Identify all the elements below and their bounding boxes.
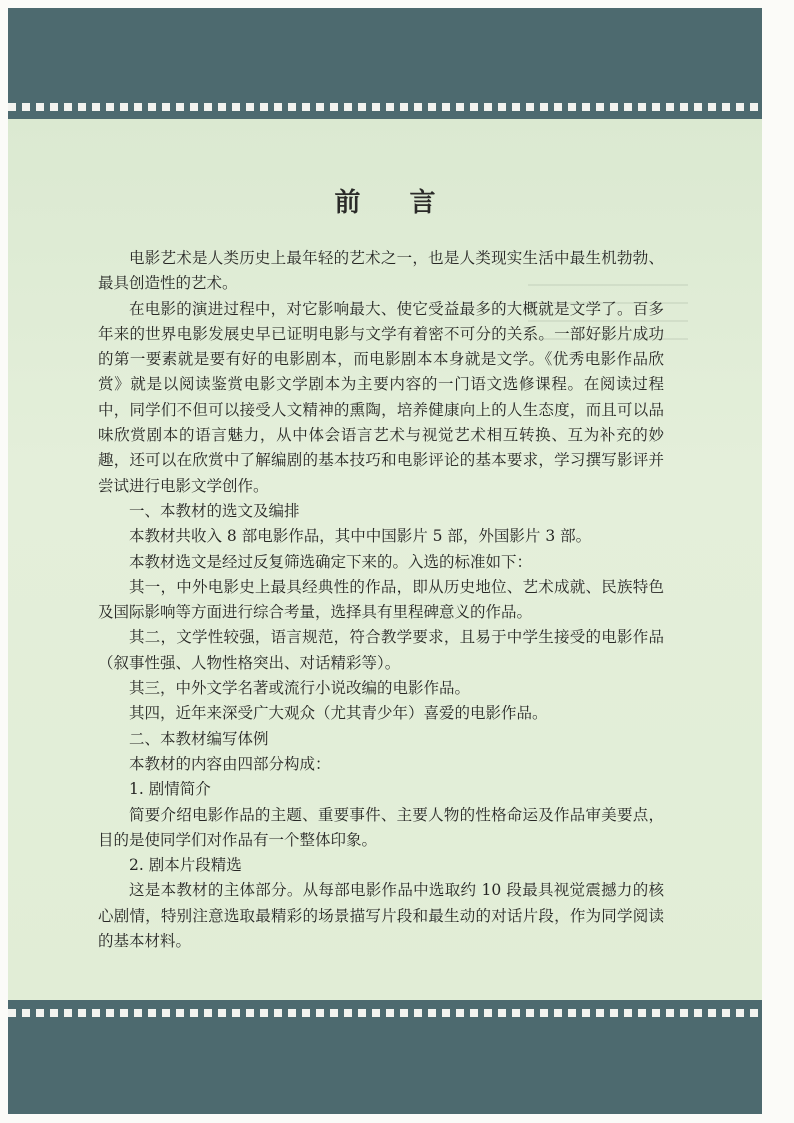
paragraph: 其一，中外电影史上最具经典性的作品，即从历史地位、艺术成就、民族特色及国际影响等方面进行综合考量，选择具有里程碑意义的作品。 — [98, 577, 664, 622]
content-panel — [8, 119, 762, 1000]
page-frame — [8, 8, 762, 1114]
paragraph: 电影艺术是人类历史上最年轻的艺术之一，也是人类现实生活中最生机勃勃、最具创造性的艺术。 — [98, 249, 664, 293]
paragraph: 其四，近年来深受广大观众（尤其青少年）喜爱的电影作品。 — [129, 704, 548, 723]
page-title: 前 言 — [334, 188, 456, 218]
paragraph: 本教材的内容由四部分构成： — [129, 754, 331, 773]
film-perforation-bottom — [8, 1005, 762, 1021]
paragraph: 简要介绍电影作品的主题、重要事件、主要人物的性格命运及作品审美要点，目的是使同学们对作品有一个整体印象。 — [98, 805, 664, 849]
body-text — [98, 246, 664, 954]
paragraph: 这是本教材的主体部分。从每部电影作品中选取约 10 段最具视觉震撼力的核心剧情，特别注意选取最精彩的场景描写片段和最生动的对话片段，作为同学阅读的基本材料。 — [98, 881, 664, 951]
paragraph: 本教材共收入 8 部电影作品，其中中国影片 5 部，外国影片 3 部。 — [129, 527, 592, 546]
subsection-heading: 1. 剧情简介 — [129, 780, 211, 799]
paragraph: 在电影的演进过程中，对它影响最大、使它受益最多的大概就是文学了。百多年来的世界电影发展史早已证明电影与文学有着密不可分的关系。一部好影片成功的第一要素就是要有好的电影剧本，而电影剧本本身就是文学。《优秀电影作品欣赏》就是以阅读鉴赏电影文学剧本为主要内容的一门语文选修课程。在阅读过程中，同学们不但可以接受人文精神的熏陶，培养健康向上的人生态度，而且可以品味欣赏剧本的语言魅力，从中体会语言艺术与视觉艺术相互转换、互为补充的妙趣，还可以在欣赏中了解编剧的基本技巧和电影评论的基本要求，学习撰写影评并尝试进行电影文学创作。 — [98, 299, 664, 495]
paragraph: 其二，文学性较强，语言规范，符合教学要求，且易于中学生接受的电影作品（叙事性强、人物性格突出、对话精彩等）。 — [98, 628, 664, 672]
section-heading: 一、本教材的选文及编排 — [129, 501, 300, 520]
section-heading: 二、本教材编写体例 — [129, 729, 269, 748]
paragraph: 其三，中外文学名著或流行小说改编的电影作品。 — [129, 679, 471, 698]
subsection-heading: 2. 剧本片段精选 — [129, 856, 242, 875]
film-perforation-top — [8, 99, 762, 115]
paragraph: 本教材选文是经过反复筛选确定下来的。入选的标准如下： — [129, 552, 533, 571]
